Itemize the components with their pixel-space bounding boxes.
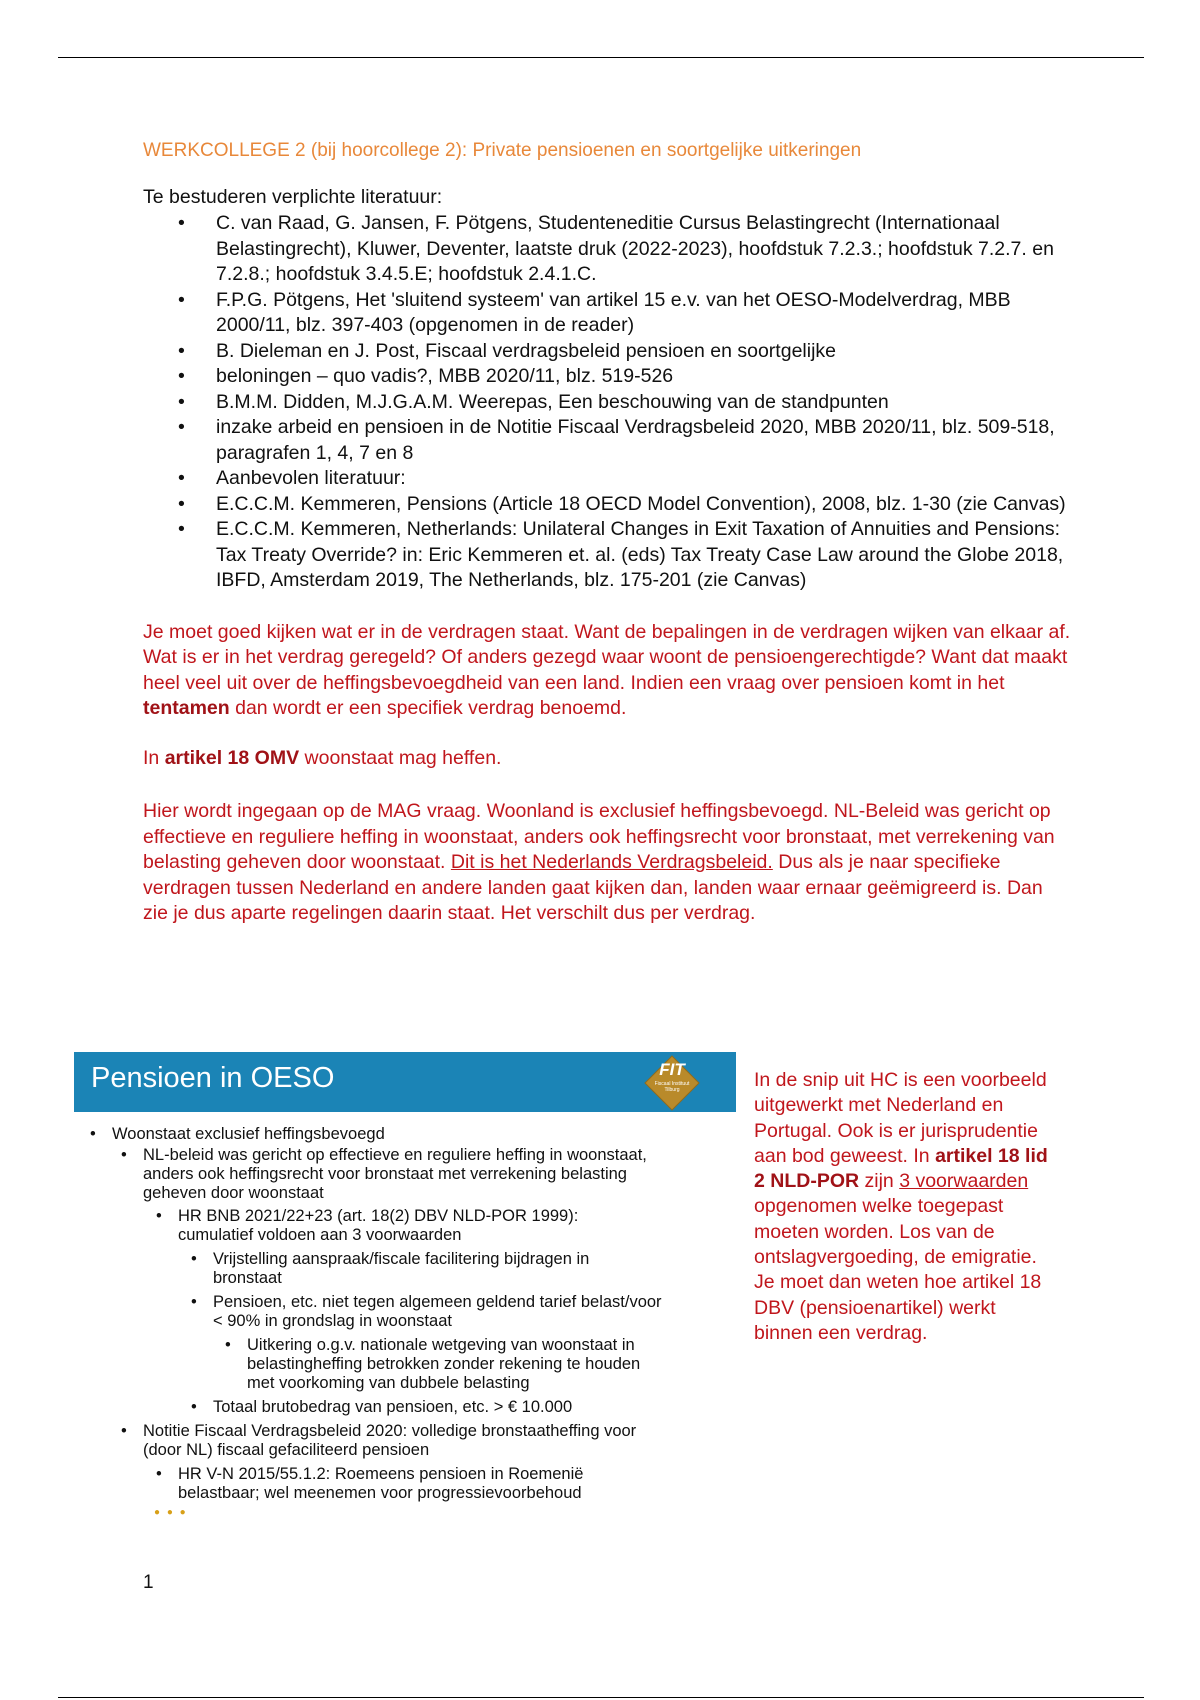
slide-bullet: • Totaal brutobedrag van pensioen, etc. > € 10.000 — [191, 1398, 573, 1416]
note-bold-artikel: artikel 18 OMV — [164, 746, 300, 769]
side-note-bold-artikel: artikel 18 lid 2 NLD-POR — [754, 1144, 1048, 1193]
literature-list — [143, 211, 1073, 594]
slide-line: anders ook heffingsrecht voor bronstaat met verrekening belasting — [143, 1165, 627, 1183]
list-item: • E.C.C.M. Kemmeren, Netherlands: Unilateral Changes in Exit Taxation of Annuities and Pensions: Tax Treaty Override? in: Eric Kemmeren et. al. (eds) Tax Treaty Case Law around the Globe 2018, IBFD, Amsterdam 2019, The Netherlands, blz. 175-201 (zie Canvas) — [216, 517, 1073, 594]
fit-logo-text: FIT — [659, 1060, 685, 1079]
top-rule — [58, 57, 1144, 58]
slide-line: belastbaar; wel meenemen voor progressievoorbehoud — [178, 1484, 582, 1502]
slide-bullet: • Pensioen, etc. niet tegen algemeen geldend tarief belast/voor — [191, 1293, 662, 1311]
document-body — [143, 140, 1073, 927]
slide-header — [74, 1052, 736, 1112]
literature-heading: Te bestuderen verplichte literatuur: — [143, 186, 443, 208]
slide-bullet: • NL-beleid was gericht op effectieve en reguliere heffing in woonstaat, — [121, 1146, 647, 1164]
slide-line: cumulatief voldoen aan 3 voorwaarden — [178, 1226, 462, 1244]
fit-logo-subtext: Fiscaal Instituut Tilburg — [654, 1081, 690, 1093]
note-bold-tentamen: tentamen — [143, 697, 230, 719]
lecture-slide-snip — [74, 1052, 736, 1516]
list-item: • F.P.G. Pötgens, Het 'sluitend systeem' van artikel 15 e.v. van het OESO-Modelverdrag, MBB 2000/11, blz. 397-403 (opgenomen in de reader) — [216, 288, 1073, 339]
slide-bullet: • Woonstaat exclusief heffingsbevoegd — [90, 1125, 385, 1143]
slide-bullet: • Vrijstelling aanspraak/fiscale facilitering bijdragen in — [191, 1250, 590, 1268]
side-note-underline-voorwaarden: 3 voorwaarden — [899, 1170, 1029, 1193]
note-paragraph-mag-vraag: Hier wordt ingegaan op de MAG vraag. Woonland is exclusief heffingsbevoegd. NL-Beleid was gericht op effectieve en reguliere heffing in woonstaat, anders ook heffingsrecht voor bronstaat, met verrekening van belasting geheven door woonstaat. Dit is het Nederlands Verdragsbeleid. Dus als je naar specifieke verdragen tussen Nederland en andere landen gaat kijken dan, landen waar ernaar geëmigreerd is. Dan zie je dus aparte regelingen daarin staat. Het verschilt dus per verdrag. — [143, 800, 1055, 924]
side-note-text: In de snip uit HC is een voorbeeld uitgewerkt met Nederland en Portugal. Ook is er jurisprudentie aan bod geweest. In artikel 18 lid 2 NLD-POR zijn 3 voorwaarden opgenomen welke toegepast moeten worden. Los van de ontslagvergoeding, de emigratie. Je moet dan weten hoe artikel 18 DBV (pensioenartikel) werkt binnen een verdrag. — [754, 1069, 1048, 1344]
list-item: • beloningen – quo vadis?, MBB 2020/11, blz. 519-526 — [216, 364, 1073, 390]
slide-line: geheven door woonstaat — [143, 1184, 324, 1202]
slide-line: bronstaat — [213, 1269, 282, 1287]
slide-bullet: • Uitkering o.g.v. nationale wetgeving van woonstaat in — [225, 1336, 635, 1354]
slide-bullet: • HR V-N 2015/55.1.2: Roemeens pensioen in Roemenië — [156, 1465, 584, 1483]
note-paragraph-artikel18: In artikel 18 OMV woonstaat mag heffen. — [143, 746, 502, 769]
slide-line: met voorkoming van dubbele belasting — [247, 1374, 530, 1392]
slide-title: Pensioen in OESO — [91, 1062, 335, 1094]
slide-line: < 90% in grondslag in woonstaat — [213, 1312, 452, 1330]
list-item: • inzake arbeid en pensioen in de Notitie Fiscaal Verdragsbeleid 2020, MBB 2020/11, blz. 509-518, paragrafen 1, 4, 7 en 8 — [216, 415, 1073, 466]
page-number: 1 — [143, 1572, 154, 1593]
slide-line: (door NL) fiscaal gefaciliteerd pensioen — [143, 1441, 430, 1459]
slide-bullet: • HR BNB 2021/22+23 (art. 18(2) DBV NLD-POR 1999): — [156, 1207, 579, 1225]
list-item: • B.M.M. Didden, M.J.G.A.M. Weerepas, Een beschouwing van de standpunten — [216, 390, 1073, 416]
page-title: WERKCOLLEGE 2 (bij hoorcollege 2): Private pensioenen en soortgelijke uitkeringen — [143, 140, 862, 161]
list-item: • C. van Raad, G. Jansen, F. Pötgens, Studenteneditie Cursus Belastingrecht (Internationaal Belastingrecht), Kluwer, Deventer, laatste druk (2022-2023), hoofdstuk 7.2.3.; hoofdstuk 7.2.7. en 7.2.8.; hoofdstuk 3.4.5.E; hoofdstuk 2.4.1.C. — [216, 211, 1073, 288]
side-note — [754, 1068, 1054, 1346]
slide-line: belastingheffing betrokken zonder rekening te houden — [247, 1355, 641, 1373]
bottom-rule — [58, 1697, 1144, 1698]
list-item: • Aanbevolen literatuur: — [216, 466, 1073, 492]
decorative-dots-icon: ● ● ● — [154, 1507, 188, 1518]
slide-bullet: • Notitie Fiscaal Verdragsbeleid 2020: volledige bronstaatheffing voor — [121, 1422, 637, 1440]
note-underline-verdragsbeleid: Dit is het Nederlands Verdragsbeleid. — [450, 851, 773, 873]
list-item: • B. Dieleman en J. Post, Fiscaal verdragsbeleid pensioen en soortgelijke — [216, 339, 1073, 365]
list-item: • E.C.C.M. Kemmeren, Pensions (Article 18 OECD Model Convention), 2008, blz. 1-30 (zie Canvas) — [216, 492, 1073, 518]
note-paragraph-verdragen: Je moet goed kijken wat er in de verdragen staat. Want de bepalingen in de verdragen wijken van elkaar af. Wat is er in het verdrag geregeld? Of anders gezegd waar woont de pensioengerechtigde? Want dat maakt heel veel uit over de heffingsbevoegdheid van een land. Indien een vraag over pensioen komt in het tentamen dan wordt er een specifiek verdrag benoemd. — [143, 620, 1071, 719]
